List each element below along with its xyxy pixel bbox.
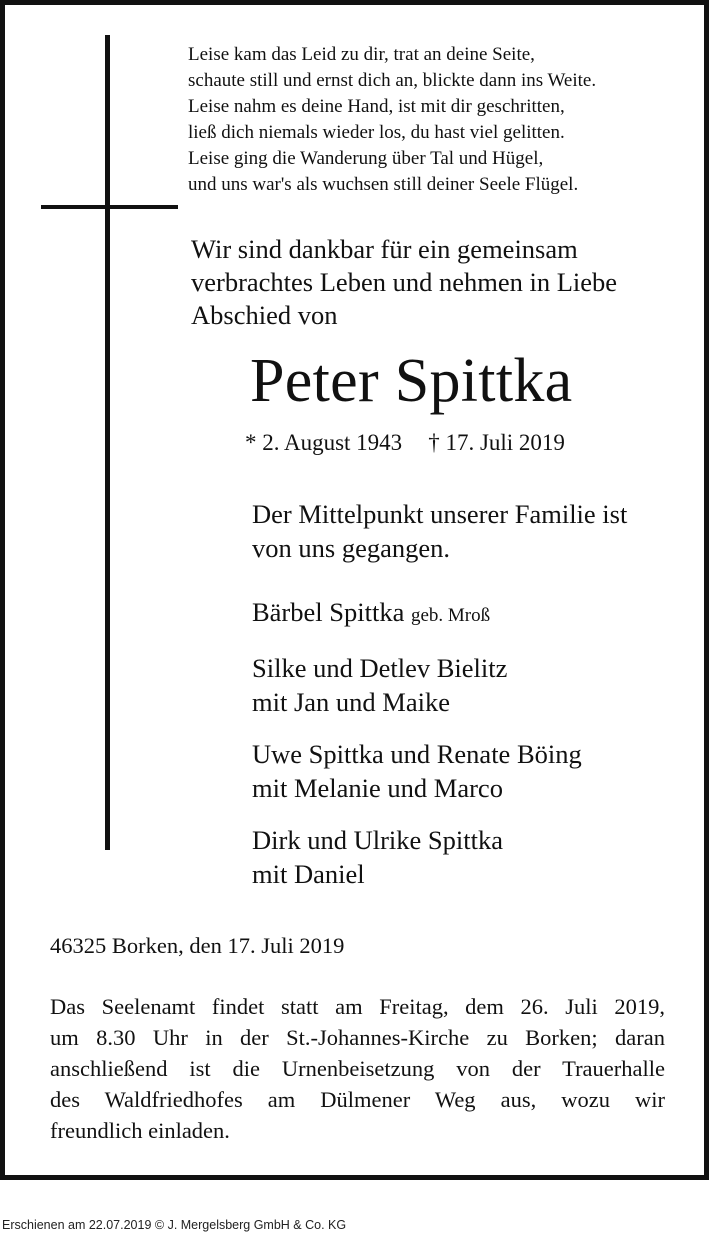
poem-line: ließ dich niemals wieder los, du hast viel gelitten. [188,122,565,143]
service-line: des Waldfriedhofes am Dülmener Weg aus, wozu wir [50,1087,665,1112]
service-info [50,991,665,1146]
center-line: von uns gegangen. [252,533,450,563]
service-line: freundlich einladen. [50,1118,230,1143]
poem-line: schaute still und ernst dich an, blickte dann ins Weite. [188,70,597,91]
intro-text [191,233,617,332]
family-line: Dirk und Ulrike Spittka [252,825,503,855]
center-line: Der Mittelpunkt unserer Familie ist [252,499,628,529]
service-line: um 8.30 Uhr in der St.-Johannes-Kirche zu Borken; daran [50,1025,665,1050]
service-line: Das Seelenamt findet statt am Freitag, dem 26. Juli 2019, [50,994,665,1019]
cross-vertical-bar [105,35,110,850]
deceased-name: Peter Spittka [250,347,573,415]
service-line: anschließend ist die Urnenbeisetzung von der Trauerhalle [50,1056,665,1081]
family-list [252,595,582,909]
cross-horizontal-bar [41,205,178,209]
family-group-wife [252,595,582,633]
center-statement [252,497,627,565]
poem-line: Leise ging die Wanderung über Tal und Hügel, [188,148,544,169]
wife-maiden-name: geb. Mroß [410,605,491,626]
poem-line: Leise kam das Leid zu dir, trat an deine Seite, [188,44,535,65]
intro-line: verbrachtes Leben und nehmen in Liebe [191,267,618,297]
place-date: 46325 Borken, den 17. Juli 2019 [50,933,345,958]
poem-line: und uns war's als wuchsen still deiner Seele Flügel. [188,174,579,195]
family-line: mit Jan und Maike [252,687,450,717]
intro-line: Wir sind dankbar für ein gemeinsam [191,234,578,264]
family-line: Uwe Spittka und Renate Böing [252,739,582,769]
death-date: † 17. Juli 2019 [428,430,565,455]
intro-line: Abschied von [191,300,338,330]
family-line: mit Melanie und Marco [252,773,503,803]
wife-name: Bärbel Spittka [252,597,405,627]
family-group [252,651,582,719]
family-group [252,737,582,805]
family-group [252,823,582,891]
family-line: mit Daniel [252,859,365,889]
birth-date: * 2. August 1943 [245,430,403,455]
life-dates [245,428,565,458]
publication-footer: Erschienen am 22.07.2019 © J. Mergelsberg GmbH & Co. KG [2,1218,347,1232]
poem-line: Leise nahm es deine Hand, ist mit dir geschritten, [188,96,565,117]
poem [188,42,596,198]
family-line: Silke und Detlev Bielitz [252,653,508,683]
